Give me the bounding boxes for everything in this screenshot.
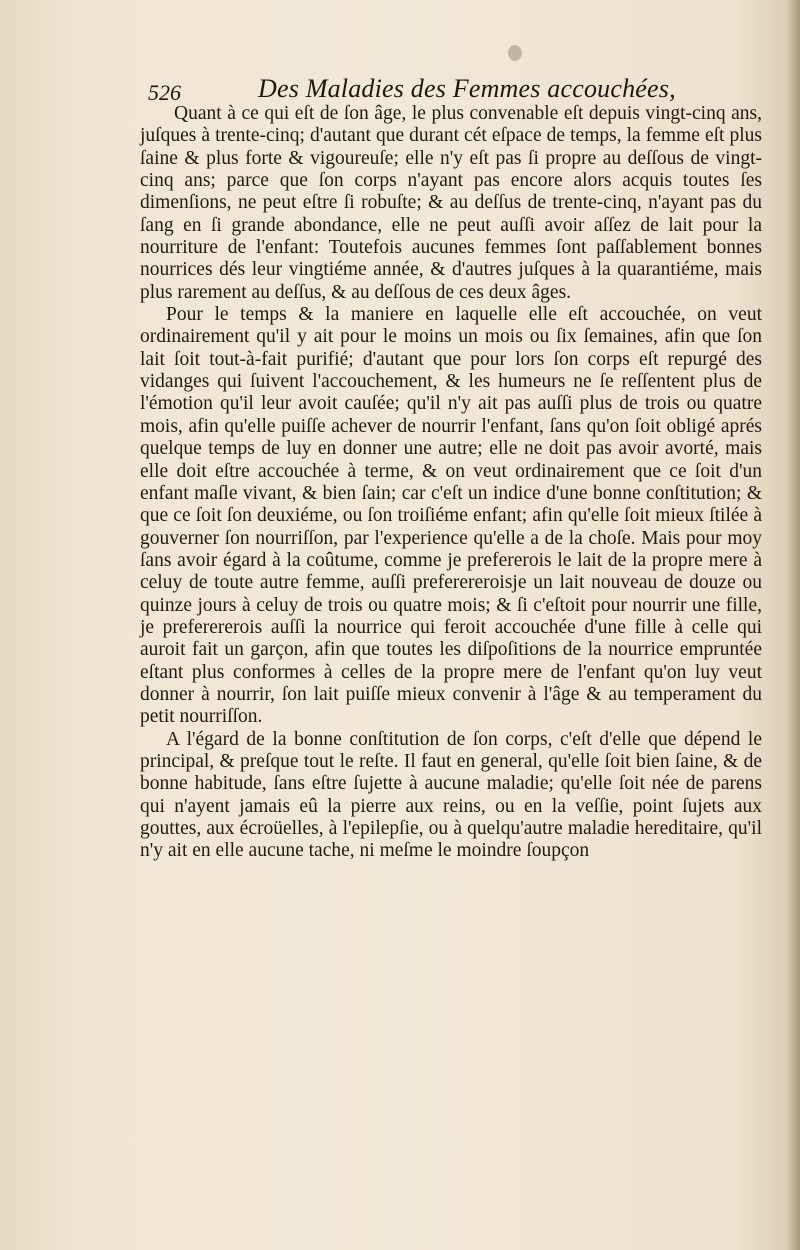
paragraph: A l'égard de la bonne conſtitution de ſon corps, c'eſt d'elle que dépend le principal, & preſque tout le reſte. Il faut en general, qu'elle ſoit bien ſaine, & de bonne habitude, ſans eſtre ſujette à aucune maladie; qu'elle ſoit née de parens qui n'ayent jamais eû la pierre aux reins, ou en la veſſie, point ſujets aux gouttes, aux écroüelles, à l'epilepſie, ou à quelqu'autre maladie hereditaire, qu'il n'y ait en elle aucune tache, ni meſme le moindre ſoupçon bbox=[140, 728, 762, 862]
paragraph: Pour le temps & la maniere en laquelle elle eſt accouchée, on veut ordinairement qu'il y ait pour le moins un mois ou ſix ſemaines, afin que ſon lait ſoit tout-à-fait purifié; d'autant que pour lors ſon corps eſt repurgé des vidanges qui ſuivent l'accouchement, & les humeurs ne ſe reſſentent plus de l'émotion qu'il leur avoit cauſée; qu'il n'y ait pas auſſi plus de trois ou quatre mois, afin qu'elle puiſſe achever de nourrir l'enfant, ſans qu'on ſoit obligé aprés quelque temps de luy en donner une autre; elle ne doit pas avoir avorté, mais elle doit eſtre accouchée à terme, & on veut ordinairement que ce ſoit d'un enfant maſle vivant, & bien ſain; car c'eſt un indice d'une bonne conſtitution; & que ce ſoit ſon deuxiéme, ou ſon troiſiéme enfant; afin qu'elle ſoit mieux ſtilée à gouverner ſon nourriſſon, par l'experience qu'elle a de la choſe. Mais pour moy ſans avoir égard à la coûtume, comme je prefererois le lait de la propre mere à celuy de toute autre femme, auſſi preferereroisje un lait nouveau de douze ou quinze jours à celuy de trois ou quatre mois; & ſi c'eſtoit pour nourrir une fille, je preferererois auſſi la nourrice qui feroit accouchée d'une fille à celle qui auroit fait un garçon, afin que toutes les diſpoſitions de la nourrice empruntée eſtant plus conformes à celles de la propre mere de l'enfant qu'on luy veut donner à nourrir, ſon lait puiſſe mieux convenir à l'âge & au temperament du petit nourriſſon. bbox=[140, 304, 762, 728]
ink-blot bbox=[508, 45, 522, 61]
body-text bbox=[140, 103, 762, 863]
page-number: 526 bbox=[148, 80, 181, 105]
running-title: Des Maladies des Femmes accouchées, bbox=[258, 74, 676, 103]
paragraph: Quant à ce qui eſt de ſon âge, le plus convenable eſt depuis vingt-cinq ans, juſques à trente-cinq; d'autant que durant cét eſpace de temps, la femme eſt plus ſaine & plus forte & vigoureuſe; elle n'y eſt pas ſi propre au deſſous de vingt-cinq ans; parce que ſon corps n'ayant pas encore alors acquis toutes ſes dimenſions, ne peut eſtre ſi robuſte; & au deſſus de trente-cinq, n'ayant pas du ſang en ſi grande abondance, elle ne peut auſſi avoir aſſez de lait pour la nourriture de l'enfant: Toutefois aucunes femmes ſont paſſablement bonnes nourrices dés leur vingtiéme année, & d'autres juſques à la quarantiéme, mais plus rarement au deſſus, & au deſſous de ces deux âges. bbox=[140, 103, 762, 303]
page-edge-shadow bbox=[786, 0, 800, 1250]
